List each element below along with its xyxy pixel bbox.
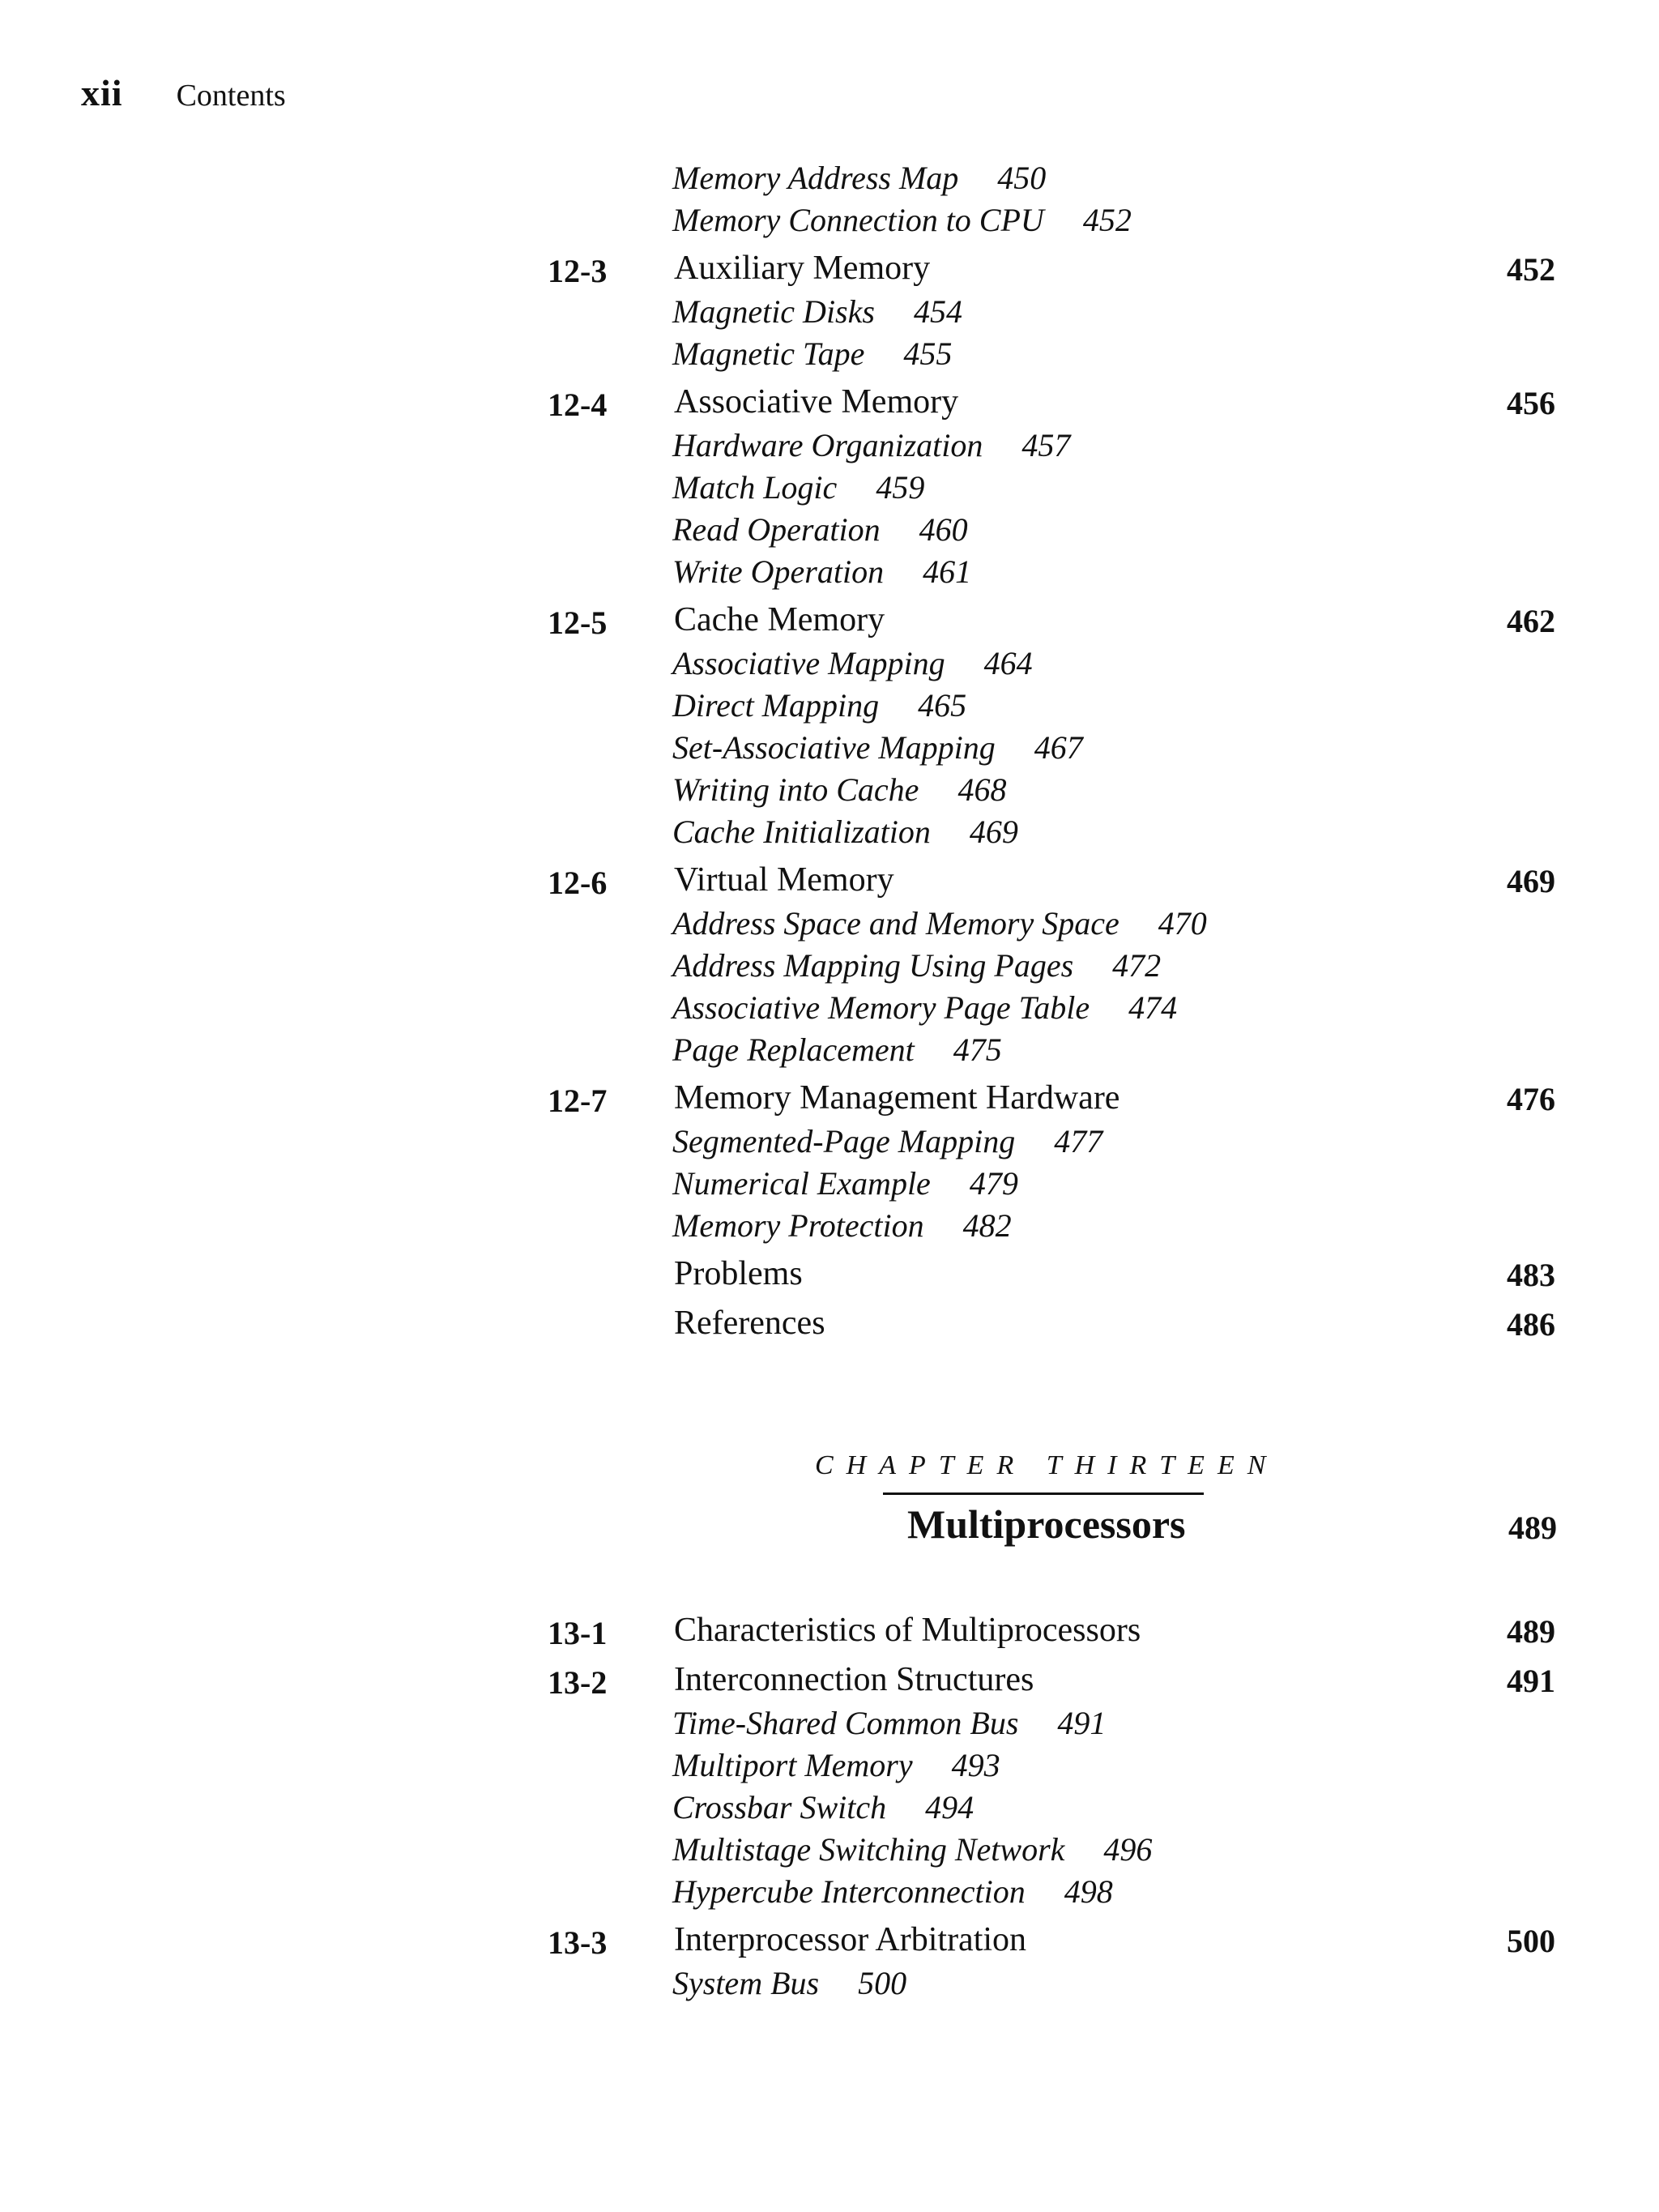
subsection-title: Writing into Cache <box>672 771 919 808</box>
toc-section-row <box>0 860 1659 903</box>
toc-subsection-row <box>0 1962 1659 2005</box>
toc-subsection-row <box>0 425 1659 467</box>
toc-subsection-row <box>0 333 1659 375</box>
toc-subsection-row <box>0 291 1659 333</box>
subsection-title: Write Operation <box>672 553 885 590</box>
section-number: 12-7 <box>548 1083 608 1119</box>
subsection-title: Hardware Organization <box>672 427 983 463</box>
toc-subsection-row <box>0 643 1659 685</box>
subsection-entry <box>672 1122 1102 1160</box>
chapter-rule <box>883 1492 1204 1495</box>
subsection-page-number: 470 <box>1158 905 1207 942</box>
subsection-page-number: 491 <box>1057 1705 1107 1741</box>
subsection-title: Address Space and Memory Space <box>672 905 1120 942</box>
toc-subsection-row <box>0 1205 1659 1247</box>
toc-subsection-row <box>0 1163 1659 1205</box>
subsection-page-number: 469 <box>969 813 1018 850</box>
section-page-number: 462 <box>1507 603 1555 639</box>
section-title: Problems <box>674 1255 803 1292</box>
subsection-entry <box>672 510 968 549</box>
section-page-number: 486 <box>1507 1306 1555 1343</box>
toc-section-row <box>0 249 1659 291</box>
subsection-entry <box>672 946 1161 984</box>
toc-subsection-row <box>0 1029 1659 1071</box>
subsection-entry <box>672 1704 1106 1742</box>
section-title: Cache Memory <box>674 601 885 638</box>
section-number: 12-4 <box>548 386 608 423</box>
subsection-page-number: 465 <box>918 687 967 724</box>
toc-section-row <box>0 382 1659 425</box>
subsection-page-number: 467 <box>1034 729 1083 766</box>
toc-subsection-row <box>0 769 1659 811</box>
subsection-entry <box>672 644 1033 682</box>
toc-subsection-row <box>0 1787 1659 1829</box>
section-page-number: 456 <box>1507 385 1555 421</box>
subsection-title: Magnetic Tape <box>672 335 865 372</box>
subsection-page-number: 452 <box>1082 202 1132 238</box>
subsection-title: Memory Connection to CPU <box>672 202 1044 238</box>
subsection-page-number: 474 <box>1128 989 1178 1026</box>
chapter-title: Multiprocessors <box>907 1501 1186 1547</box>
subsection-entry <box>672 335 952 373</box>
subsection-page-number: 459 <box>876 469 925 506</box>
subsection-title: Hypercube Interconnection <box>672 1873 1026 1910</box>
subsection-entry <box>672 1788 974 1826</box>
subsection-entry <box>672 1206 1012 1245</box>
subsection-entry <box>672 293 962 331</box>
toc-subsection-row <box>0 1744 1659 1787</box>
section-number: 13-2 <box>548 1664 608 1701</box>
toc-section-row <box>0 1304 1659 1346</box>
section-title: Interprocessor Arbitration <box>674 1921 1027 1958</box>
section-number: 12-3 <box>548 253 608 289</box>
toc-subsection-row <box>0 903 1659 945</box>
subsection-page-number: 450 <box>997 160 1047 196</box>
section-number: 12-6 <box>548 865 608 901</box>
section-page-number: 476 <box>1507 1081 1555 1117</box>
toc-section-row <box>0 1254 1659 1296</box>
subsection-entry <box>672 813 1018 851</box>
toc-section-row <box>0 1078 1659 1121</box>
subsection-page-number: 472 <box>1112 947 1162 984</box>
subsection-page-number: 460 <box>919 511 968 548</box>
section-number: 13-1 <box>548 1615 608 1651</box>
subsection-page-number: 493 <box>951 1747 1000 1783</box>
toc-subsection-row <box>0 467 1659 509</box>
subsection-entry <box>672 686 966 724</box>
subsection-title: Read Operation <box>672 511 881 548</box>
subsection-page-number: 464 <box>983 645 1033 681</box>
subsection-page-number: 475 <box>953 1031 1002 1068</box>
section-page-number: 500 <box>1507 1923 1555 1959</box>
section-number: 13-3 <box>548 1924 608 1961</box>
subsection-entry <box>672 468 924 506</box>
page-folio: xii <box>81 72 123 113</box>
subsection-page-number: 477 <box>1054 1123 1103 1159</box>
subsection-title: Memory Address Map <box>672 160 959 196</box>
toc-section-row <box>0 600 1659 643</box>
subsection-title: Associative Memory Page Table <box>672 989 1090 1026</box>
section-page-number: 491 <box>1507 1663 1555 1699</box>
subsection-title: Memory Protection <box>672 1207 924 1244</box>
subsection-title: Magnetic Disks <box>672 293 875 330</box>
subsection-page-number: 455 <box>903 335 953 372</box>
subsection-entry <box>672 1873 1113 1911</box>
subsection-entry <box>672 1964 906 2002</box>
subsection-page-number: 498 <box>1064 1873 1113 1910</box>
section-page-number: 483 <box>1507 1257 1555 1293</box>
subsection-entry <box>672 1830 1152 1868</box>
subsection-entry <box>672 1746 1000 1784</box>
section-title: Associative Memory <box>674 383 959 421</box>
toc-subsection-row <box>0 727 1659 769</box>
toc-subsection-row <box>0 1121 1659 1163</box>
subsection-page-number: 494 <box>925 1789 975 1826</box>
subsection-page-number: 496 <box>1103 1831 1153 1868</box>
toc-subsection-row <box>0 987 1659 1029</box>
subsection-page-number: 457 <box>1021 427 1071 463</box>
subsection-title: Page Replacement <box>672 1031 915 1068</box>
subsection-title: Associative Mapping <box>672 645 945 681</box>
toc-subsection-row <box>0 199 1659 241</box>
chapter-page-number: 489 <box>1508 1510 1557 1546</box>
toc-subsection-row <box>0 685 1659 727</box>
section-title: References <box>674 1305 825 1342</box>
section-page-number: 489 <box>1507 1613 1555 1650</box>
subsection-entry <box>672 201 1132 239</box>
subsection-title: Set-Associative Mapping <box>672 729 996 766</box>
subsection-title: System Bus <box>672 1965 820 2001</box>
subsection-entry <box>672 1031 1002 1069</box>
toc-subsection-row <box>0 1829 1659 1871</box>
subsection-entry <box>672 904 1207 942</box>
subsection-title: Segmented-Page Mapping <box>672 1123 1016 1159</box>
section-page-number: 469 <box>1507 863 1555 899</box>
subsection-page-number: 482 <box>962 1207 1012 1244</box>
toc-section-row <box>0 1920 1659 1962</box>
toc-subsection-row <box>0 1702 1659 1744</box>
subsection-page-number: 468 <box>957 771 1007 808</box>
subsection-entry <box>672 159 1046 197</box>
subsection-title: Match Logic <box>672 469 838 506</box>
subsection-page-number: 500 <box>858 1965 907 2001</box>
subsection-title: Numerical Example <box>672 1165 931 1202</box>
toc-subsection-row <box>0 1871 1659 1913</box>
section-number: 12-5 <box>548 604 608 641</box>
subsection-entry <box>672 553 971 591</box>
subsection-page-number: 461 <box>923 553 972 590</box>
toc-section-row <box>0 1660 1659 1702</box>
section-title: Memory Management Hardware <box>674 1079 1120 1117</box>
subsection-title: Time-Shared Common Bus <box>672 1705 1019 1741</box>
running-head-title: Contents <box>176 79 286 113</box>
section-title: Interconnection Structures <box>674 1661 1034 1698</box>
toc-subsection-row <box>0 157 1659 199</box>
running-head <box>81 71 286 120</box>
subsection-page-number: 454 <box>913 293 962 330</box>
subsection-entry <box>672 426 1070 464</box>
section-page-number: 452 <box>1507 251 1555 288</box>
section-title: Auxiliary Memory <box>674 250 931 287</box>
toc-section-row <box>0 1611 1659 1653</box>
chapter-label: CHAPTER THIRTEEN <box>815 1450 1279 1480</box>
subsection-entry <box>672 989 1177 1027</box>
subsection-entry <box>672 771 1006 809</box>
toc-subsection-row <box>0 551 1659 593</box>
subsection-entry <box>672 1164 1018 1202</box>
section-title: Characteristics of Multiprocessors <box>674 1612 1141 1649</box>
subsection-title: Direct Mapping <box>672 687 880 724</box>
section-title: Virtual Memory <box>674 861 894 899</box>
toc-subsection-row <box>0 811 1659 853</box>
toc-subsection-row <box>0 509 1659 551</box>
subsection-title: Address Mapping Using Pages <box>672 947 1074 984</box>
subsection-page-number: 479 <box>969 1165 1018 1202</box>
subsection-title: Multiport Memory <box>672 1747 913 1783</box>
toc-subsection-row <box>0 945 1659 987</box>
subsection-title: Cache Initialization <box>672 813 931 850</box>
subsection-title: Multistage Switching Network <box>672 1831 1065 1868</box>
subsection-entry <box>672 728 1083 767</box>
subsection-title: Crossbar Switch <box>672 1789 887 1826</box>
